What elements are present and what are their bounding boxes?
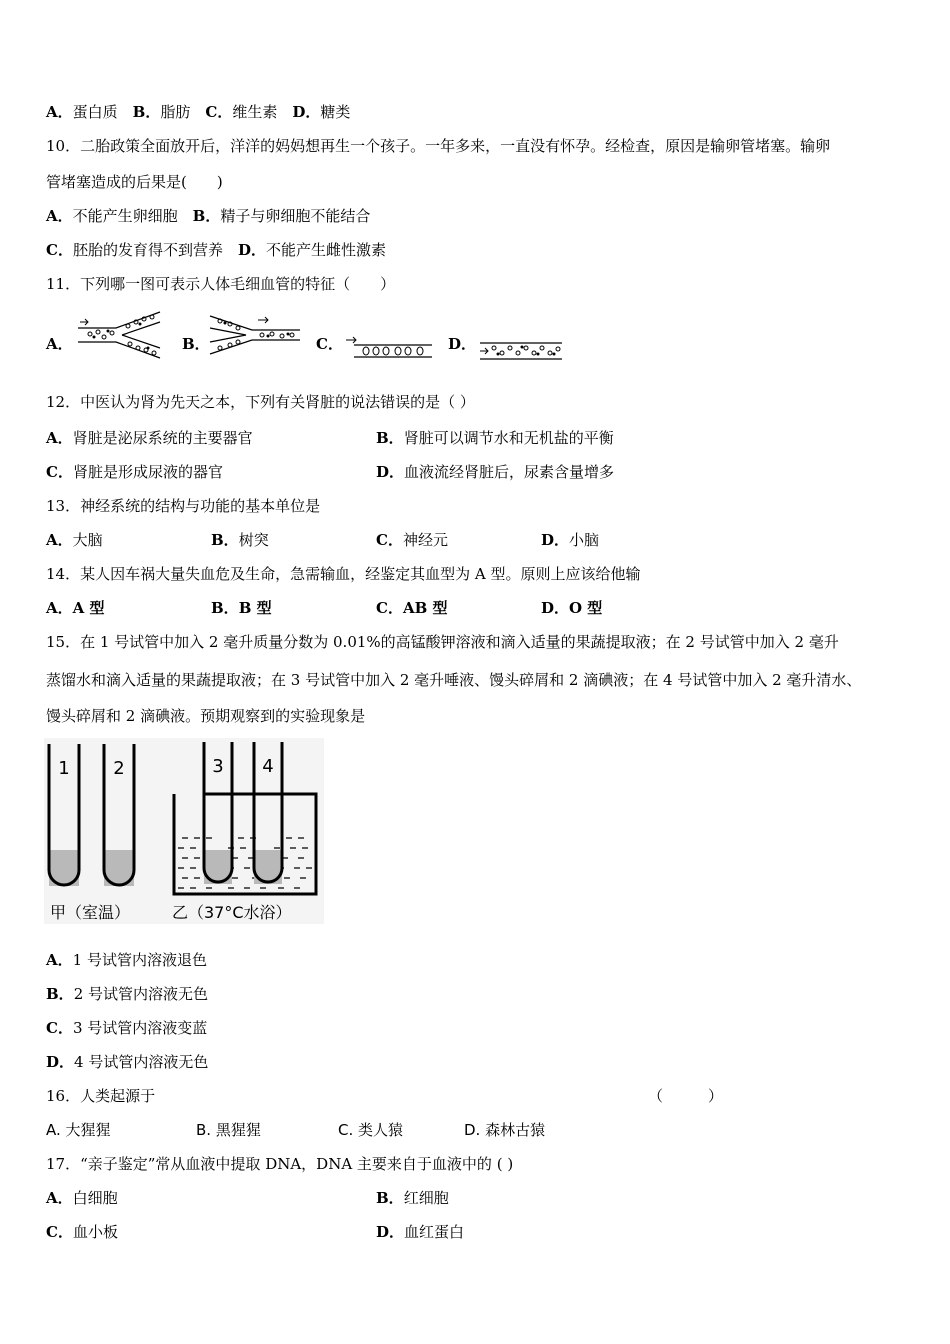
q17-option-b: B．红细胞 xyxy=(376,1189,449,1207)
q14-option-b: B．B 型 xyxy=(211,599,272,617)
tube-4-label: 4 xyxy=(262,756,274,777)
q17-option-a: A．白细胞 xyxy=(46,1189,118,1207)
q17-option-d: D．血红蛋白 xyxy=(376,1223,465,1241)
q11-stem: 11．下列哪一图可表示人体毛细血管的特征（ ） xyxy=(46,275,396,293)
q12-option-d: D．血液流经肾脏后，尿素含量增多 xyxy=(376,463,615,481)
q13-option-c: C．神经元 xyxy=(376,531,448,549)
q10-stem-line2: 管堵塞造成的后果是( ) xyxy=(46,173,223,191)
figure-label-left: 甲（室温） xyxy=(50,903,131,922)
q10-stem-line1: 10．二胎政策全面放开后，洋洋的妈妈想再生一个孩子。一年多来，一直没有怀孕。经检查，原因是输卵管堵塞。输卵 xyxy=(46,137,831,155)
tube-2-label: 2 xyxy=(113,758,125,779)
q11-label-b: B． xyxy=(182,335,210,353)
q16-answer-paren: （ ） xyxy=(648,1087,724,1105)
q15-test-tube-figure xyxy=(44,738,324,924)
q15-option-c: C．3 号试管内溶液变蓝 xyxy=(46,1019,208,1037)
q16-stem: 16．人类起源于 xyxy=(46,1087,156,1105)
q11-figure-b xyxy=(208,310,304,360)
q15-stem-line1: 15．在 1 号试管中加入 2 毫升质量分数为 0.01%的高锰酸钾溶液和滴入适量的果蔬提取液；在 2 号试管中加入 2 毫升 xyxy=(46,633,839,651)
q16-option-b: B. 黑猩猩 xyxy=(196,1121,261,1139)
q11-figure-c xyxy=(346,336,434,362)
q16-option-a: A. 大猩猩 xyxy=(46,1121,111,1139)
q12-option-a: A．肾脏是泌尿系统的主要器官 xyxy=(46,429,253,447)
q12-stem: 12．中医认为肾为先天之本，下列有关肾脏的说法错误的是（ ） xyxy=(46,393,475,411)
q14-option-d: D．O 型 xyxy=(541,599,603,617)
q13-option-d: D．小脑 xyxy=(541,531,600,549)
q14-option-c: C．AB 型 xyxy=(376,599,448,617)
q15-option-a: A．1 号试管内溶液退色 xyxy=(46,951,207,969)
q14-stem: 14．某人因车祸大量失血危及生命，急需输血，经鉴定其血型为 A 型。原则上应该给他输 xyxy=(46,565,641,583)
q12-option-c: C．肾脏是形成尿液的器官 xyxy=(46,463,223,481)
q11-figure-a xyxy=(76,310,168,360)
tube-1-label: 1 xyxy=(58,758,70,779)
q13-option-a: A．大脑 xyxy=(46,531,103,549)
q9-options: A．蛋白质 B．脂肪 C．维生素 D．糖类 xyxy=(46,103,351,121)
q10-options-cd: C．胚胎的发育得不到营养 D．不能产生雌性激素 xyxy=(46,241,387,259)
q10-options-ab: A．不能产生卵细胞 B．精子与卵细胞不能结合 xyxy=(46,207,371,225)
q12-option-b: B．肾脏可以调节水和无机盐的平衡 xyxy=(376,429,614,447)
q13-stem: 13．神经系统的结构与功能的基本单位是 xyxy=(46,497,321,515)
q17-option-c: C．血小板 xyxy=(46,1223,118,1241)
q15-stem-line3: 馒头碎屑和 2 滴碘液。预期观察到的实验现象是 xyxy=(46,707,366,725)
tube-3-label: 3 xyxy=(212,756,224,777)
q11-label-c: C． xyxy=(316,335,343,353)
q13-option-b: B．树突 xyxy=(211,531,269,549)
q11-label-d: D． xyxy=(448,335,477,353)
q17-stem: 17．“亲子鉴定”常从血液中提取 DNA，DNA 主要来自于血液中的 ( ) xyxy=(46,1155,514,1173)
figure-label-right: 乙（37°C水浴） xyxy=(172,903,292,922)
q15-option-d: D．4 号试管内溶液无色 xyxy=(46,1053,209,1071)
q16-option-d: D. 森林古猿 xyxy=(464,1121,546,1139)
q15-option-b: B．2 号试管内溶液无色 xyxy=(46,985,208,1003)
q11-figure-d xyxy=(478,338,564,364)
q15-stem-line2: 蒸馏水和滴入适量的果蔬提取液；在 3 号试管中加入 2 毫升唾液、馒头碎屑和 2 滴碘液；在 4 号试管中加入 2 毫升清水、 xyxy=(46,671,862,689)
q16-option-c: C. 类人猿 xyxy=(338,1121,404,1139)
q14-option-a: A．A 型 xyxy=(46,599,105,617)
q11-label-a: A． xyxy=(46,335,73,353)
